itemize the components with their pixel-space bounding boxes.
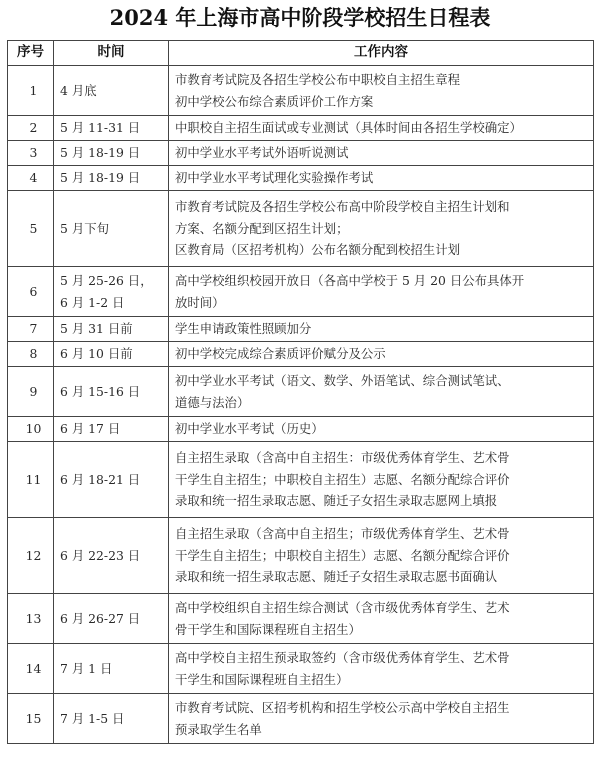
header-work: 工作内容	[169, 41, 594, 66]
table-row	[8, 442, 594, 518]
row-no: 3	[8, 141, 54, 166]
row-time: 5 月 18-19 日	[54, 166, 169, 191]
row-work: 自主招生录取（含高中自主招生；市级优秀体育学生、艺术骨 干学生自主招生；中职校自主招生）志愿、名额分配综合评价 录取和统一招生录取志愿、随迁子女招生录取志愿书面确认	[169, 518, 594, 594]
row-time: 6 月 26-27 日	[54, 594, 169, 644]
row-work: 初中学业水平考试（历史）	[169, 417, 594, 442]
row-time: 5 月 25-26 日， 6 月 1-2 日	[54, 267, 169, 317]
row-work: 自主招生录取（含高中自主招生：市级优秀体育学生、艺术骨 干学生自主招生；中职校自主招生）志愿、名额分配综合评价 录取和统一招生录取志愿、随迁子女招生录取志愿网上填报	[169, 442, 594, 518]
row-time: 6 月 10 日前	[54, 342, 169, 367]
row-work: 市教育考试院及各招生学校公布高中阶段学校自主招生计划和 方案、名额分配到区招生计划； 区教育局（区招考机构）公布名额分配到校招生计划	[169, 191, 594, 267]
row-no: 2	[8, 116, 54, 141]
row-work: 高中学校自主招生预录取签约（含市级优秀体育学生、艺术骨 干学生和国际课程班自主招生）	[169, 644, 594, 694]
row-time: 4 月底	[54, 66, 169, 116]
row-time: 6 月 17 日	[54, 417, 169, 442]
row-time: 5 月 31 日前	[54, 317, 169, 342]
row-work: 中职校自主招生面试或专业测试（具体时间由各招生学校确定）	[169, 116, 594, 141]
row-work: 初中学业水平考试外语听说测试	[169, 141, 594, 166]
row-work: 高中学校组织自主招生综合测试（含市级优秀体育学生、艺术 骨干学生和国际课程班自主招生）	[169, 594, 594, 644]
row-no: 12	[8, 518, 54, 594]
row-no: 10	[8, 417, 54, 442]
table-row	[8, 694, 594, 744]
table-row	[8, 116, 594, 141]
row-time: 6 月 15-16 日	[54, 367, 169, 417]
row-time: 5 月下旬	[54, 191, 169, 267]
row-no: 7	[8, 317, 54, 342]
row-no: 6	[8, 267, 54, 317]
table-row	[8, 342, 594, 367]
row-time: 7 月 1 日	[54, 644, 169, 694]
table-row	[8, 267, 594, 317]
row-no: 14	[8, 644, 54, 694]
table-row	[8, 518, 594, 594]
row-work: 学生申请政策性照顾加分	[169, 317, 594, 342]
header-time: 时间	[54, 41, 169, 66]
row-time: 5 月 18-19 日	[54, 141, 169, 166]
row-no: 5	[8, 191, 54, 267]
table-row	[8, 367, 594, 417]
page-title: 2024 年上海市高中阶段学校招生日程表	[109, 5, 491, 30]
row-work: 市教育考试院及各招生学校公布中职校自主招生章程 初中学校公布综合素质评价工作方案	[169, 66, 594, 116]
row-work: 初中学业水平考试（语文、数学、外语笔试、综合测试笔试、 道德与法治）	[169, 367, 594, 417]
row-time: 6 月 18-21 日	[54, 442, 169, 518]
row-no: 11	[8, 442, 54, 518]
table-header-row	[8, 41, 594, 66]
row-no: 13	[8, 594, 54, 644]
row-time: 6 月 22-23 日	[54, 518, 169, 594]
table-row	[8, 66, 594, 116]
schedule-table	[7, 40, 594, 744]
row-no: 4	[8, 166, 54, 191]
row-work: 市教育考试院、区招考机构和招生学校公示高中学校自主招生 预录取学生名单	[169, 694, 594, 744]
row-work: 初中学业水平考试理化实验操作考试	[169, 166, 594, 191]
row-no: 15	[8, 694, 54, 744]
table-row	[8, 166, 594, 191]
row-no: 1	[8, 66, 54, 116]
row-no: 8	[8, 342, 54, 367]
row-work: 高中学校组织校园开放日（各高中学校于 5 月 20 日公布具体开 放时间）	[169, 267, 594, 317]
table-row	[8, 191, 594, 267]
row-work: 初中学校完成综合素质评价赋分及公示	[169, 342, 594, 367]
row-no: 9	[8, 367, 54, 417]
row-time: 5 月 11-31 日	[54, 116, 169, 141]
table-row	[8, 317, 594, 342]
row-time: 7 月 1-5 日	[54, 694, 169, 744]
table-row	[8, 594, 594, 644]
header-no: 序号	[8, 41, 54, 66]
table-row	[8, 417, 594, 442]
table-row	[8, 644, 594, 694]
table-row	[8, 141, 594, 166]
